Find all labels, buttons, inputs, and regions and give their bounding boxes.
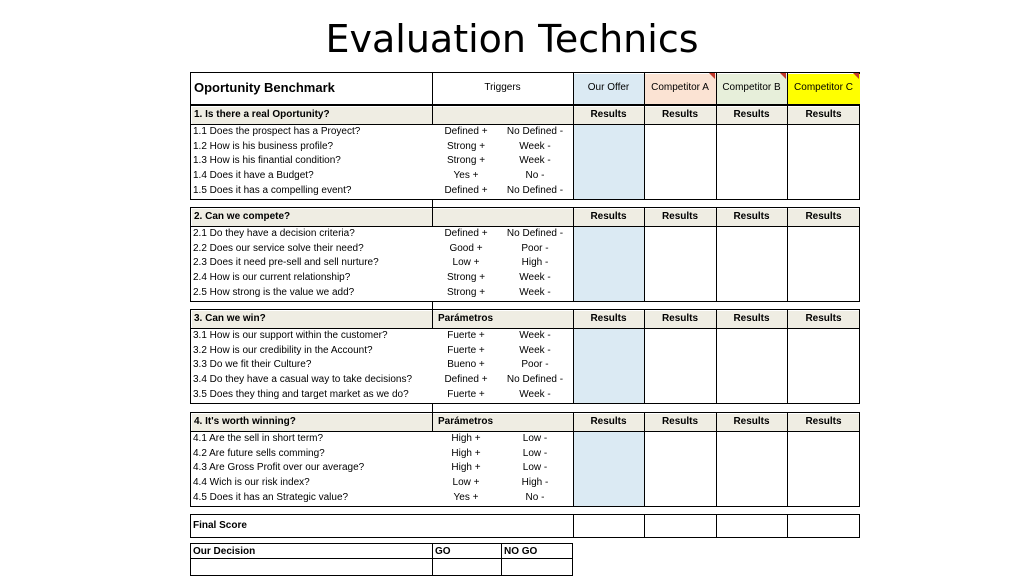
results-label: Results (590, 211, 627, 222)
trigger-negative: Poor - (521, 242, 549, 254)
trigger-negative: High - (521, 477, 549, 489)
trigger-negative: No Defined - (506, 228, 564, 239)
page-title: Evaluation Technics (325, 17, 699, 61)
trigger-negative: No Defined - (506, 374, 564, 386)
results-label: Results (733, 313, 770, 324)
trigger-positive: Defined + (444, 374, 488, 386)
header-col-2: Competitor B (722, 82, 781, 93)
question-text: 2.1 Do they have a decision criteria? (193, 228, 355, 239)
section-divider (432, 207, 433, 226)
trigger-positive: Strong + (446, 155, 486, 167)
results-label: Results (805, 211, 842, 222)
trigger-negative: No Defined - (506, 126, 564, 137)
trigger-positive: High + (451, 433, 481, 444)
trigger-negative: Week - (519, 330, 551, 341)
trigger-positive: Fuerte + (447, 344, 485, 356)
section-title: 3. Can we win? (194, 313, 266, 324)
results-label: Results (661, 416, 699, 427)
trigger-negative: Low - (522, 433, 548, 444)
trigger-positive: Fuerte + (447, 330, 485, 341)
benchmark-header: Oportunity Benchmark (194, 80, 335, 95)
trigger-negative: Week - (519, 155, 551, 167)
question-text: 4.5 Does it has an Strategic value? (193, 491, 349, 503)
results-label: Results (590, 416, 627, 427)
corner-flag-icon (853, 73, 859, 79)
trigger-positive: Yes + (453, 491, 479, 503)
trigger-negative: Week - (519, 140, 551, 152)
section-divider (432, 309, 433, 328)
trigger-negative: Week - (519, 344, 551, 356)
trigger-negative: Week - (519, 272, 551, 284)
trigger-negative: Low - (522, 447, 548, 459)
question-text: 1.4 Does it have a Budget? (193, 170, 314, 182)
trigger-positive: Strong + (446, 286, 486, 298)
question-text: 3.5 Does they thing and target market as we do? (193, 388, 409, 400)
question-text: 2.3 Does it need pre-sell and sell nurture? (193, 257, 379, 269)
results-label: Results (590, 109, 627, 120)
results-label: Results (590, 313, 627, 324)
trigger-positive: Bueno + (447, 359, 485, 371)
results-label: Results (733, 211, 770, 222)
trigger-negative: Poor - (521, 359, 549, 371)
results-label: Results (805, 313, 842, 324)
trigger-negative: Week - (519, 286, 551, 298)
section-param: Parámetros (438, 416, 494, 427)
trigger-positive: Defined + (444, 184, 488, 196)
question-text: 3.1 How is our support within the customer? (193, 330, 388, 341)
header-col-0: Our Offer (587, 82, 630, 93)
final-score-divider (644, 514, 645, 538)
results-label: Results (661, 109, 699, 120)
section-divider (432, 105, 433, 124)
our-offer-column-fill (574, 328, 644, 403)
trigger-positive: Strong + (446, 140, 486, 152)
trigger-negative: Week - (519, 388, 551, 400)
trigger-negative: No Defined - (506, 184, 564, 196)
trigger-positive: Low + (452, 257, 480, 269)
question-text: 2.5 How strong is the value we add? (193, 286, 355, 298)
trigger-negative: High - (521, 257, 549, 269)
section-divider (432, 412, 433, 431)
our-offer-column-fill (574, 226, 644, 301)
question-text: 3.3 Do we fit their Culture? (193, 359, 312, 371)
trigger-positive: Defined + (444, 228, 488, 239)
final-score-divider (573, 514, 574, 538)
trigger-negative: No - (525, 491, 545, 503)
trigger-negative: No - (525, 170, 545, 182)
final-score-label: Final Score (193, 520, 247, 531)
trigger-positive: Fuerte + (447, 388, 485, 400)
trigger-positive: Yes + (453, 170, 479, 182)
question-text: 1.5 Does it has a compelling event? (193, 184, 352, 196)
section-param: Parámetros (438, 313, 494, 324)
our-offer-column-fill (574, 124, 644, 199)
question-text: 1.1 Does the prospect has a Proyect? (193, 126, 361, 137)
trigger-positive: Strong + (446, 272, 486, 284)
results-label: Results (733, 109, 770, 120)
final-score-divider (716, 514, 717, 538)
question-text: 4.1 Are the sell in short term? (193, 433, 324, 444)
trigger-positive: Low + (452, 477, 480, 489)
question-text: 4.2 Are future sells comming? (193, 447, 325, 459)
decision-nogo: NO GO (504, 546, 538, 557)
decision-label: Our Decision (193, 546, 256, 557)
question-text: 4.4 Wich is our risk index? (193, 477, 310, 489)
question-text: 3.4 Do they have a casual way to take decisions? (193, 374, 413, 386)
trigger-positive: High + (451, 462, 481, 474)
results-label: Results (733, 416, 770, 427)
question-text: 2.4 How is our current relationship? (193, 272, 351, 284)
question-text: 1.2 How is his business profile? (193, 140, 334, 152)
our-offer-column-fill (574, 431, 644, 506)
trigger-positive: High + (451, 447, 481, 459)
trigger-positive: Good + (449, 242, 483, 254)
section-title: 4. It's worth winning? (194, 416, 296, 427)
results-label: Results (661, 313, 699, 324)
results-label: Results (805, 109, 842, 120)
triggers-header: Triggers (484, 82, 521, 93)
question-text: 2.2 Does our service solve their need? (193, 242, 364, 254)
results-label: Results (661, 211, 699, 222)
trigger-negative: Low - (522, 462, 548, 474)
section-title: 2. Can we compete? (194, 211, 291, 222)
question-text: 4.3 Are Gross Profit over our average? (193, 462, 365, 474)
question-text: 1.3 How is his finantial condition? (193, 155, 341, 167)
decision-go: GO (435, 546, 451, 557)
results-label: Results (805, 416, 842, 427)
section-title: 1. Is there a real Oportunity? (194, 109, 330, 120)
corner-flag-icon (709, 73, 715, 79)
header-col-3: Competitor C (794, 82, 853, 93)
corner-flag-icon (780, 73, 786, 79)
final-score-row (190, 514, 860, 538)
trigger-positive: Defined + (444, 126, 488, 137)
decision-divider (501, 543, 502, 576)
decision-divider (432, 543, 433, 576)
final-score-divider (787, 514, 788, 538)
header-col-1: Competitor A (651, 82, 709, 93)
question-text: 3.2 How is our credibility in the Account? (193, 344, 373, 356)
